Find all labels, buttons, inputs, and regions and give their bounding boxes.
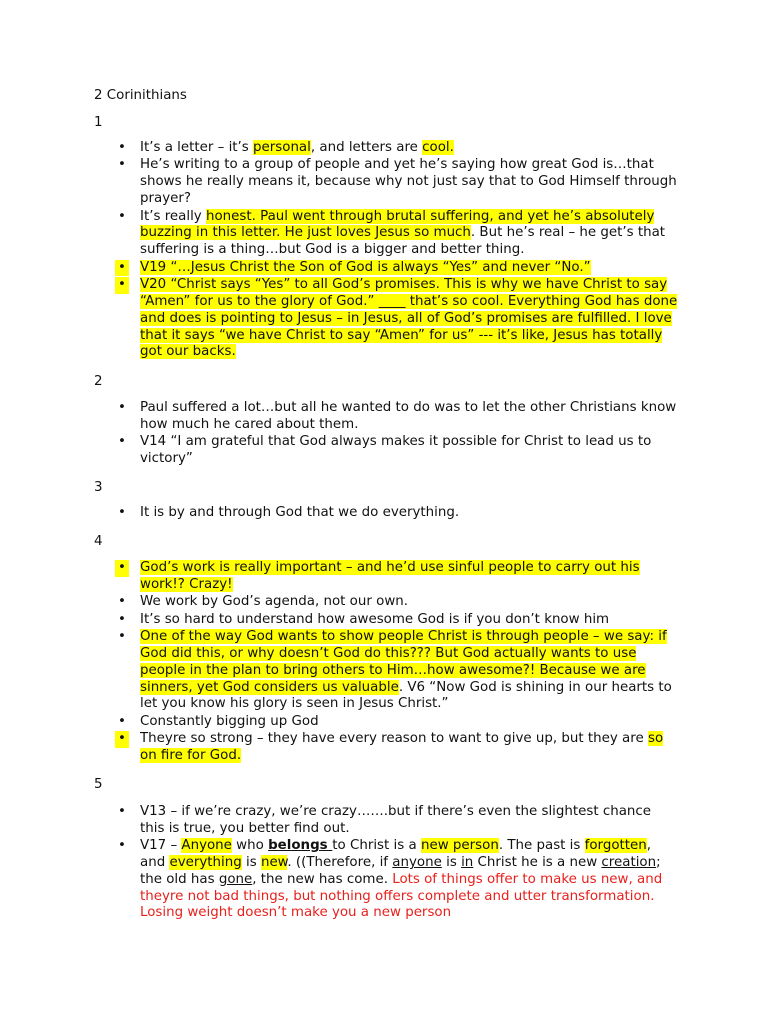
list-item: • He’s writing to a group of people and yet he’s saying how great God is…that shows he really means it, because why not just say that to God Himself through prayer?	[140, 157, 678, 207]
bullet-icon: •	[118, 629, 126, 645]
list-item: • It’s a letter – it’s personal, and letters are cool.	[140, 140, 678, 157]
bullet-icon: •	[118, 838, 126, 854]
bullet-icon: •	[115, 277, 129, 294]
list-item: • Theyre so strong – they have every reason to want to give up, but they are so on fire for God.	[140, 731, 678, 765]
bullet-icon: •	[115, 731, 129, 748]
section-2-list	[118, 400, 678, 469]
document-title: 2 Corinithians	[94, 88, 187, 103]
bullet-icon: •	[118, 505, 126, 520]
list-item: • V19 “…Jesus Christ the Son of God is always “Yes” and never “No.”	[140, 260, 678, 277]
list-item: • V20 “Christ says “Yes” to all God’s promises. This is why we have Christ to say “Amen” for us to the glory of God.” ____ that’s so cool. Everything God has done and does is pointing to Jesus – in Jesus, all of God’s promises are fulfilled. I love that it says “we have Christ to say “Amen” for us” --- it’s like, Jesus has totally got our backs.	[140, 277, 678, 361]
section-1-list	[118, 140, 678, 362]
list-item: • It’s really honest. Paul went through brutal suffering, and yet he’s absolutely buzzing in this letter. He just loves Jesus so much. But he’s real – he get’s that suffering is a thing…but God is a bigger and better thing.	[140, 209, 678, 259]
section-number: 5	[94, 777, 103, 792]
list-item: • V13 – if we’re crazy, we’re crazy…….but if there’s even the slightest chance this is true, you better find out.	[140, 804, 678, 838]
section-4-list	[118, 560, 678, 766]
list-item: • V14 “I am grateful that God always makes it possible for Christ to lead us to victory”	[140, 434, 678, 468]
list-item: • V17 – Anyone who belongs to Christ is a new person. The past is forgotten, and everything is new. ((Therefore, if anyone is in Christ he is a new creation; the old has gone, the new has come. Lots of things offer to make us new, and theyre not bad things, but nothing offers complete and utter transformation. Losing weight doesn’t make you a new person	[140, 838, 678, 922]
bullet-icon: •	[118, 611, 126, 627]
bullet-icon: •	[115, 260, 129, 277]
section-number: 3	[94, 480, 103, 495]
list-item: • It’s so hard to understand how awesome God is if you don’t know him	[140, 612, 678, 629]
section-number: 4	[94, 534, 103, 549]
section-number: 2	[94, 374, 103, 389]
bullet-icon: •	[118, 713, 126, 729]
list-item: • Paul suffered a lot…but all he wanted to do was to let the other Christians know how much he cared about them.	[140, 400, 678, 434]
list-item: • We work by God’s agenda, not our own.	[140, 594, 678, 611]
section-5-list	[118, 804, 678, 923]
bullet-icon: •	[118, 208, 126, 224]
section-3-list	[118, 505, 678, 522]
list-item: • Constantly bigging up God	[140, 714, 678, 731]
bullet-icon: •	[118, 594, 126, 610]
list-item: • God’s work is really important – and he’d use sinful people to carry out his work!? Crazy!	[140, 560, 678, 594]
section-number: 1	[94, 115, 103, 130]
bullet-icon: •	[118, 140, 126, 155]
bullet-icon: •	[118, 400, 126, 415]
bullet-icon: •	[118, 434, 126, 450]
bullet-icon: •	[115, 560, 129, 577]
bullet-icon: •	[118, 157, 126, 173]
list-item: • It is by and through God that we do everything.	[140, 505, 678, 522]
list-item: • One of the way God wants to show people Christ is through people – we say: if God did this, or why doesn’t God do this??? But God actually wants to use people in the plan to bring others to Him…how awesome?! Because we are sinners, yet God considers us valuable. V6 “Now God is shining in our hearts to let you know his glory is seen in Jesus Christ.”	[140, 629, 678, 713]
bullet-icon: •	[118, 804, 126, 819]
